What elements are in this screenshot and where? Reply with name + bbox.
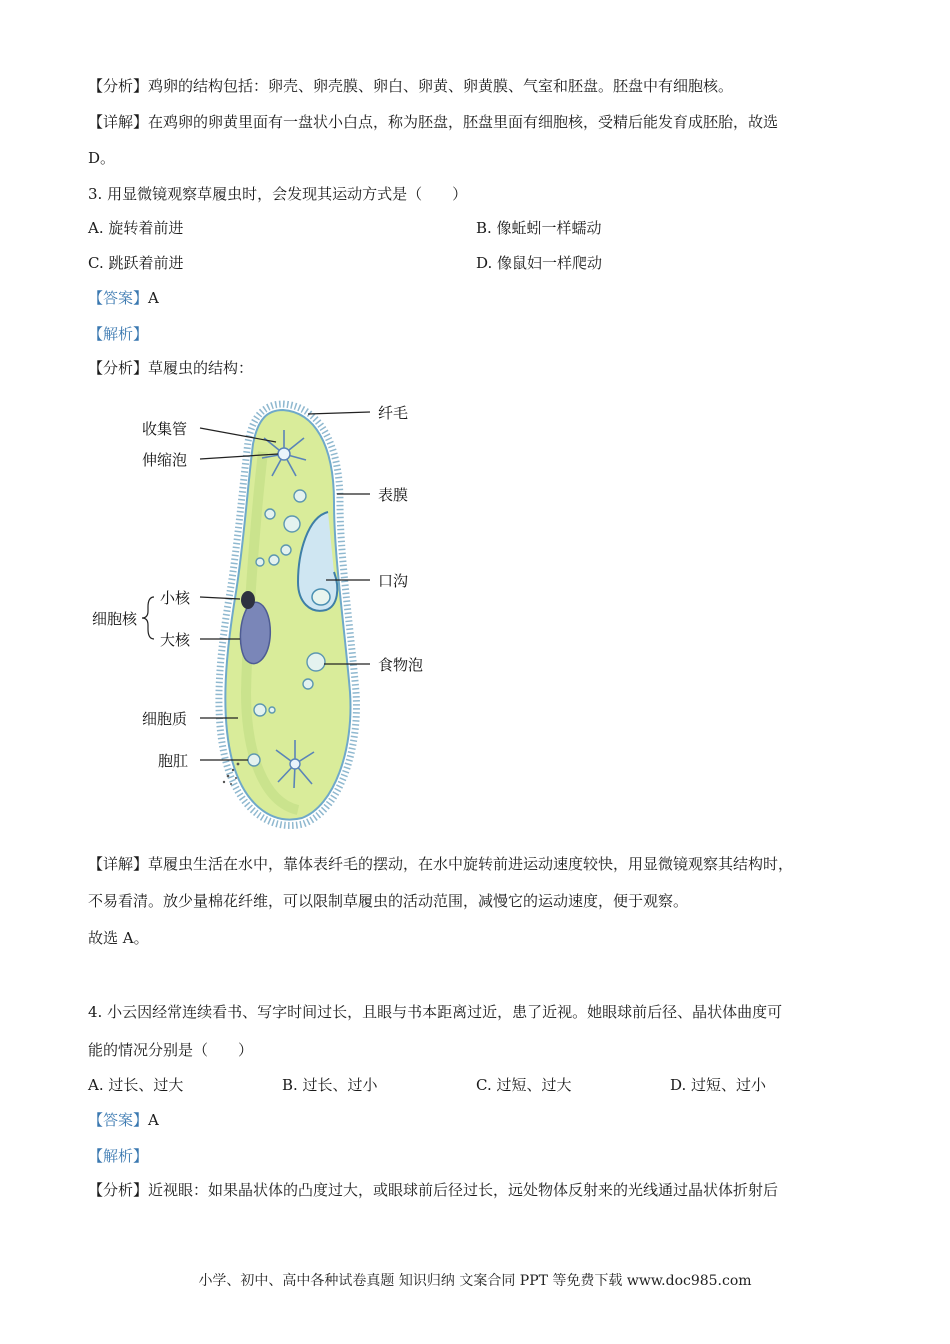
detail-text: 在鸡卵的卵黄里面有一盘状小白点，称为胚盘，胚盘里面有细胞核，受精后能发育成胚胎，故选 [148,113,779,131]
label-cytoplasm: 细胞质 [142,710,188,728]
label-collecting-canal: 收集管 [142,420,188,438]
label-anal-pore: 胞肛 [158,752,189,770]
q2-analysis [88,76,733,96]
q3-explain-tag: 【解析】 [88,325,149,343]
q4-answer [88,1110,159,1130]
analysis-text: 草履虫的结构： [148,359,254,377]
q4-stem-line2: 能的情况分别是（ ） [88,1041,254,1059]
q3-detail-line2: 不易看清。放少量棉花纤维，可以限制草履虫的活动范围，减慢它的运动速度，便于观察。 [88,892,689,910]
q4-stem-line1: 4. 小云因经常连续看书、写字时间过长，且眼与书本距离过近，患了近视。她眼球前后径、晶状体曲度可 [88,1003,783,1021]
q2-detail [88,112,778,132]
q4-explain-tag: 【解析】 [88,1147,149,1165]
label-food-vacuole: 食物泡 [378,656,424,674]
analysis-tag: 【分析】 [88,1181,149,1199]
detail-tag: 【详解】 [88,855,149,873]
analysis-text: 鸡卵的结构包括：卵壳、卵壳膜、卵白、卵黄、卵黄膜、气室和胚盘。胚盘中有细胞核。 [148,77,734,95]
page-footer: 小学、初中、高中各种试卷真题 知识归纳 文案合同 PPT 等免费下载 www.doc985.com [198,1273,752,1289]
q4-option-c: C. 过短、过大 [476,1076,572,1094]
answer-value: A [148,1111,159,1129]
answer-value: A [148,289,159,307]
q3-stem: 3. 用显微镜观察草履虫时，会发现其运动方式是（ ） [88,185,468,203]
label-oral-groove: 口沟 [378,572,409,590]
q3-option-b: B. 像蚯蚓一样蠕动 [476,219,602,237]
label-pellicle: 表膜 [378,486,409,504]
label-nucleus: 细胞核 [92,610,138,628]
analysis-tag: 【分析】 [88,77,149,95]
answer-tag: 【答案】 [88,289,149,307]
label-cilia: 纤毛 [378,404,409,422]
micronucleus [241,591,255,609]
q3-detail-line1 [88,854,793,874]
q3-conclusion: 故选 A。 [88,929,149,947]
answer-tag: 【答案】 [88,1111,149,1129]
label-macronucleus: 大核 [160,631,191,649]
paramecium-diagram [88,392,448,832]
q3-option-a: A. 旋转着前进 [88,219,184,237]
q4-option-a: A. 过长、过大 [88,1076,184,1094]
macronucleus [240,602,270,663]
analysis-tag: 【分析】 [88,359,149,377]
q3-option-d: D. 像鼠妇一样爬动 [476,254,603,272]
q4-analysis [88,1180,778,1200]
q2-detail-cont: D。 [88,149,116,167]
analysis-text: 近视眼：如果晶状体的凸度过大，或眼球前后径过长，远处物体反射来的光线通过晶状体折射后 [148,1181,779,1199]
detail-text: 草履虫生活在水中，靠体表纤毛的摆动，在水中旋转前进运动速度较快，用显微镜观察其结构时， [148,855,794,873]
q3-answer [88,288,159,308]
q3-analysis [88,358,253,378]
q4-option-b: B. 过长、过小 [282,1076,378,1094]
label-micronucleus: 小核 [160,589,191,607]
q3-option-c: C. 跳跃着前进 [88,254,184,272]
label-contractile-vacuole: 伸缩泡 [142,451,188,469]
detail-tag: 【详解】 [88,113,149,131]
q4-option-d: D. 过短、过小 [670,1076,767,1094]
